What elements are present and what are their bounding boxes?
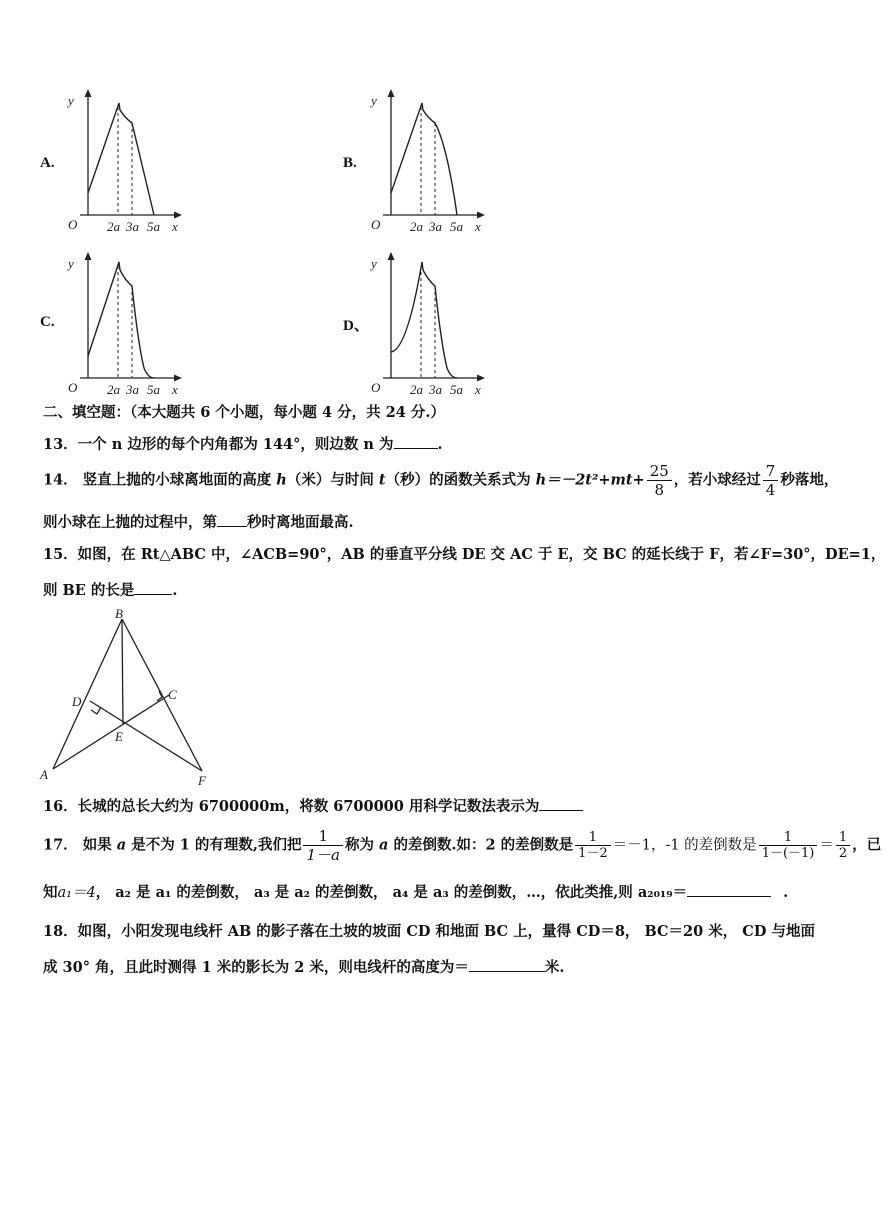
question-16: 16．长城的总长大约为 6700000m，将数 6700000 用科学记数法表示为 <box>43 796 583 817</box>
question-13: 13．一个 n 边形的每个内角都为 144°，则边数 n 为 . <box>43 436 443 453</box>
question-18-line-1: 18．如图，小阳发现电线杆 AB 的影子落在土坡的坡面 CD 和地面 BC 上，量得 CD＝8， BC＝20 米， CD 与地面 <box>43 923 815 940</box>
question-14-line-1: 14． 竖直上抛的小球离地面的高度 h（米）与时间 t（秒）的函数关系式为 h＝－2t²+mt+ $\frac{25}{8}$ ，若小球经过 $\frac{7}{4}$ 秒落地， <box>43 462 839 499</box>
origin-label: O <box>68 217 78 232</box>
svg-text:x: x <box>172 382 178 397</box>
svg-text:y: y <box>68 256 74 271</box>
svg-text:x: x <box>475 219 481 234</box>
option-d-label: D、 <box>343 318 369 334</box>
x-axis-label: x <box>172 219 178 234</box>
svg-text:C: C <box>168 687 177 702</box>
graph-option-d <box>363 248 493 398</box>
question-17-line-2: 知a₁＝4， a₂ 是 a₁ 的差倒数， a₃ 是 a₂ 的差倒数， a₄ 是 a₃ 的差倒数，…，依此类推,则 a₂₀₁₉＝ . <box>43 884 789 901</box>
svg-text:5a: 5a <box>147 382 160 397</box>
svg-text:D: D <box>72 694 82 709</box>
svg-text:F: F <box>198 773 206 788</box>
svg-text:2a: 2a <box>107 382 120 397</box>
svg-text:O: O <box>68 380 78 395</box>
svg-text:y: y <box>371 256 377 271</box>
svg-text:A: A <box>40 767 48 782</box>
svg-text:3a: 3a <box>126 382 139 397</box>
svg-text:3a: 3a <box>429 382 442 397</box>
graph-option-b <box>363 85 493 235</box>
figure-15-triangle <box>35 603 225 791</box>
svg-text:y: y <box>371 93 377 108</box>
question-14-line-2: 则小球在上抛的过程中，第 秒时离地面最高. <box>43 514 354 531</box>
y-axis-label: y <box>68 93 74 108</box>
tick-2a: 2a <box>107 219 120 234</box>
graph-option-a <box>60 85 190 235</box>
question-17-line-1: 17． 如果 a 是不为 1 的有理数,我们把 $\frac{1}{1-a}$ 称为 a 的差倒数.如：2 的差倒数是 $\frac{1}{1-2}$ ＝－1，-1 的差倒数是 $\frac{1}{1-(-1)}$ ＝ $\frac{1}{2}$ ，已 <box>43 827 882 864</box>
svg-text:3a: 3a <box>429 219 442 234</box>
svg-text:5a: 5a <box>450 382 463 397</box>
option-a-label: A. <box>40 155 55 171</box>
svg-text:B: B <box>115 606 123 621</box>
question-15-line-2: 则 BE 的长是 . <box>43 582 178 599</box>
option-c-label: C. <box>40 314 55 330</box>
option-b-label: B. <box>343 155 357 171</box>
tick-3a: 3a <box>126 219 139 234</box>
svg-text:E: E <box>115 729 123 744</box>
svg-text:2a: 2a <box>410 219 423 234</box>
graph-option-c <box>60 248 190 398</box>
svg-text:x: x <box>475 382 481 397</box>
svg-text:O: O <box>371 380 381 395</box>
tick-5a: 5a <box>147 219 160 234</box>
svg-text:2a: 2a <box>410 382 423 397</box>
svg-text:5a: 5a <box>450 219 463 234</box>
question-18-line-2: 成 30° 角，且此时测得 1 米的影长为 2 米，则电线杆的高度为＝ 米. <box>43 959 565 976</box>
svg-text:O: O <box>371 217 381 232</box>
question-15-line-1: 15．如图，在 Rt△ABC 中，∠ACB=90°，AB 的垂直平分线 DE 交 AC 于 E，交 BC 的延长线于 F，若∠F=30°，DE=1， <box>43 546 885 563</box>
section-heading: 二、填空题：（本大题共 6 个小题，每小题 4 分，共 24 分.） <box>43 404 445 421</box>
